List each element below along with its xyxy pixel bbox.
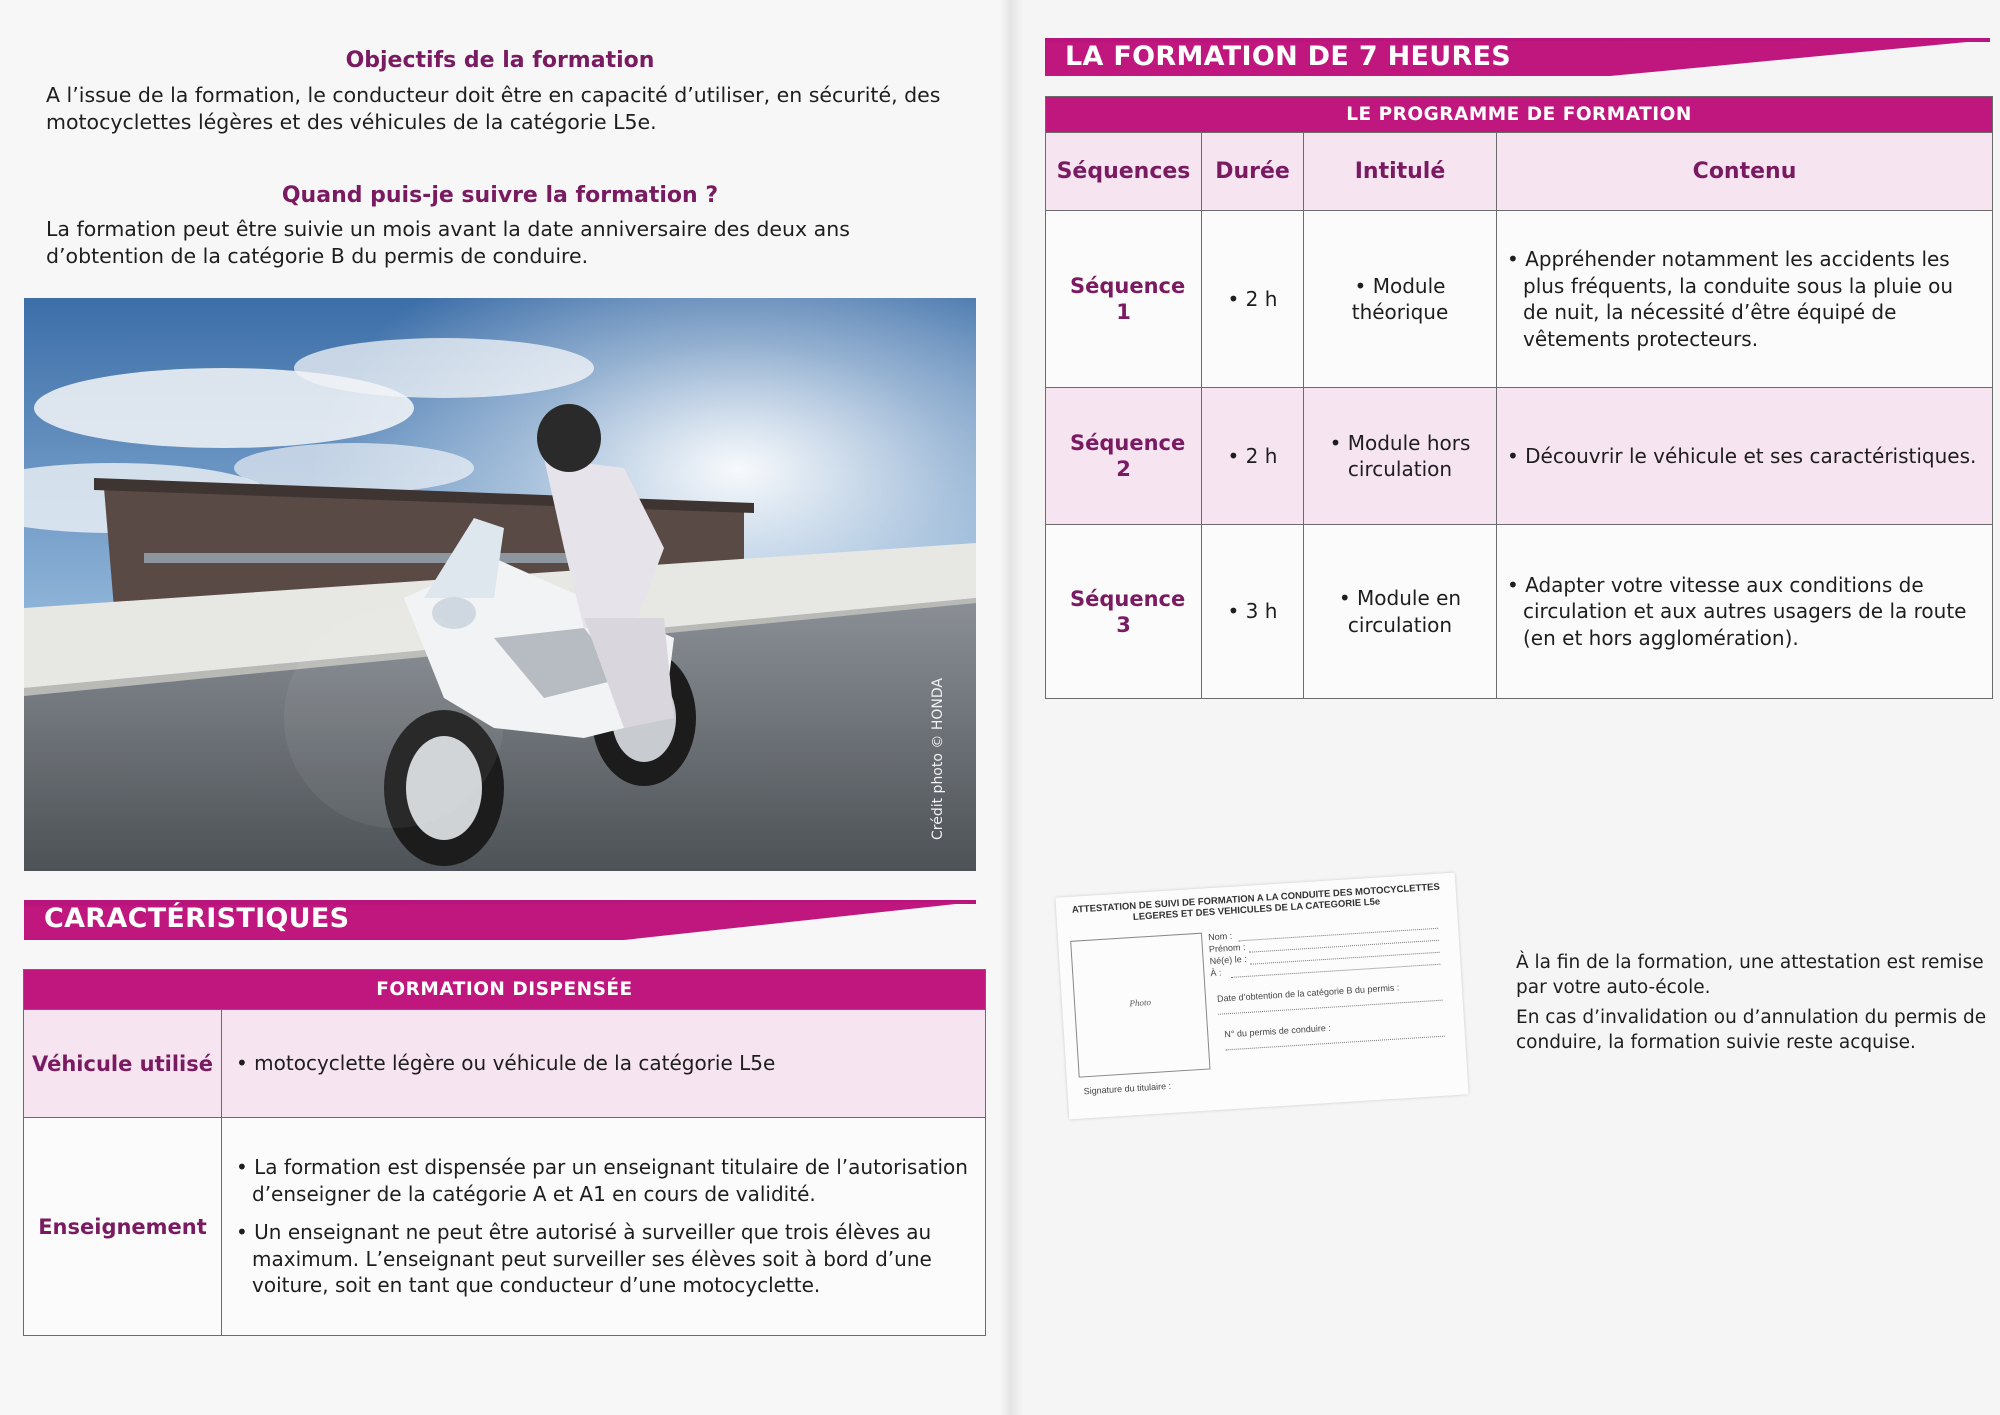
objectives-title: Objectifs de la formation <box>345 48 655 73</box>
table-row <box>1046 388 1993 525</box>
sequence-content <box>1497 388 1993 525</box>
attestation-signature: Signature du titulaire : <box>1083 1080 1172 1097</box>
attestation-field: N° du permis de conduire : <box>1224 1022 1332 1040</box>
seven-hours-banner <box>1045 38 1990 76</box>
sequence-content-text: • Découvrir le véhicule et ses caractéristiques. <box>1507 443 1977 468</box>
column-header-sequences: Séquences <box>1046 133 1202 211</box>
row-label-vehicle: Véhicule utilisé <box>24 1010 222 1118</box>
program-table <box>1045 96 1993 699</box>
sequence-title: • Module hors circulation <box>1304 388 1497 525</box>
attestation-field: Nom : <box>1207 930 1233 943</box>
sequence-content-text: • Appréhender notamment les accidents les plus fréquents, la conduite sous la pluie ou de nuit, la nécessité d’être équipé de vêtements protecteurs. <box>1507 247 1954 351</box>
characteristics-banner-label: CARACTÉRISTIQUES <box>44 903 350 934</box>
sequence-duration: • 2 h <box>1202 211 1304 388</box>
teaching-item: • Un enseignant ne peut être autorisé à surveiller que trois élèves au maximum. L’enseignant peut surveiller ses élèves soit à bord d’une voiture, soit en tant que conducteur d’une motocyclette. <box>236 1220 932 1298</box>
table-row <box>24 1118 986 1336</box>
characteristics-banner <box>24 900 976 938</box>
sequence-content-text: • Adapter votre vitesse aux conditions de circulation et aux autres usagers de la route (en et hors agglomération). <box>1507 572 1967 650</box>
objectives-text: A l’issue de la formation, le conducteur doit être en capacité d’utiliser, en sécurité, des motocyclettes légères et des véhicules de la catégorie L5e. <box>46 83 941 134</box>
sequence-content <box>1497 525 1993 699</box>
row-label-teaching: Enseignement <box>24 1118 222 1336</box>
sequence-duration: • 3 h <box>1202 525 1304 699</box>
attestation-field: Date d’obtention de la catégorie B du permis : <box>1216 982 1400 1004</box>
attestation-field: Prénom : <box>1208 941 1246 955</box>
seven-hours-banner-label: LA FORMATION DE 7 HEURES <box>1065 41 1512 72</box>
column-header-content: Contenu <box>1497 133 1993 211</box>
attestation-card <box>1055 873 1468 1120</box>
table-row <box>1046 211 1993 388</box>
teaching-item: • La formation est dispensée par un enseignant titulaire de l’autorisation d’enseigner de la catégorie A et A1 en cours de validité. <box>236 1155 968 1206</box>
when-title: Quand puis-je suivre la formation ? <box>281 183 719 208</box>
sequence-label: Séquence 2 <box>1046 388 1202 525</box>
sequence-title: • Module en circulation <box>1304 525 1497 699</box>
formation-table-title: FORMATION DISPENSÉE <box>24 970 986 1010</box>
program-table-title: LE PROGRAMME DE FORMATION <box>1046 97 1993 133</box>
attestation-photo-label: Photo <box>1129 996 1152 1009</box>
sequence-content <box>1497 211 1993 388</box>
sequence-title: • Module théorique <box>1304 211 1497 388</box>
attestation-field: À : <box>1210 967 1222 979</box>
column-header-duration: Durée <box>1202 133 1304 211</box>
vehicle-item: • motocyclette légère ou véhicule de la catégorie L5e <box>236 1051 776 1076</box>
attestation-field: Né(e) le : <box>1209 953 1247 967</box>
row-content-teaching <box>222 1118 986 1336</box>
closing-paragraph-1: À la fin de la formation, une attestation est remise par votre auto-école. <box>1516 952 1984 998</box>
motorcycle-photo <box>24 298 976 871</box>
formation-table <box>23 969 986 1336</box>
sequence-label: Séquence 3 <box>1046 525 1202 699</box>
row-content-vehicle <box>222 1010 986 1118</box>
table-row <box>1046 525 1993 699</box>
program-header-row <box>1046 133 1993 211</box>
page-gutter <box>1000 0 1022 1415</box>
sequence-duration: • 2 h <box>1202 388 1304 525</box>
attestation-card-title: ATTESTATION DE SUIVI DE FORMATION A LA CONDUITE DES MOTOCYCLETTES LEGERES ET DES VEHICULES DE LA CATEGORIE L5e <box>1071 881 1441 923</box>
column-header-title: Intitulé <box>1304 133 1497 211</box>
sequence-label: Séquence 1 <box>1046 211 1202 388</box>
attestation-photo-box <box>1070 933 1210 1078</box>
closing-paragraph-2: En cas d’invalidation ou d’annulation du permis de conduire, la formation suivie reste acquise. <box>1516 1007 1987 1053</box>
photo-credit: Crédit photo © HONDA <box>930 678 946 840</box>
table-row <box>24 1010 986 1118</box>
when-text: La formation peut être suivie un mois avant la date anniversaire des deux ans d’obtention de la catégorie B du permis de conduire. <box>46 217 850 268</box>
